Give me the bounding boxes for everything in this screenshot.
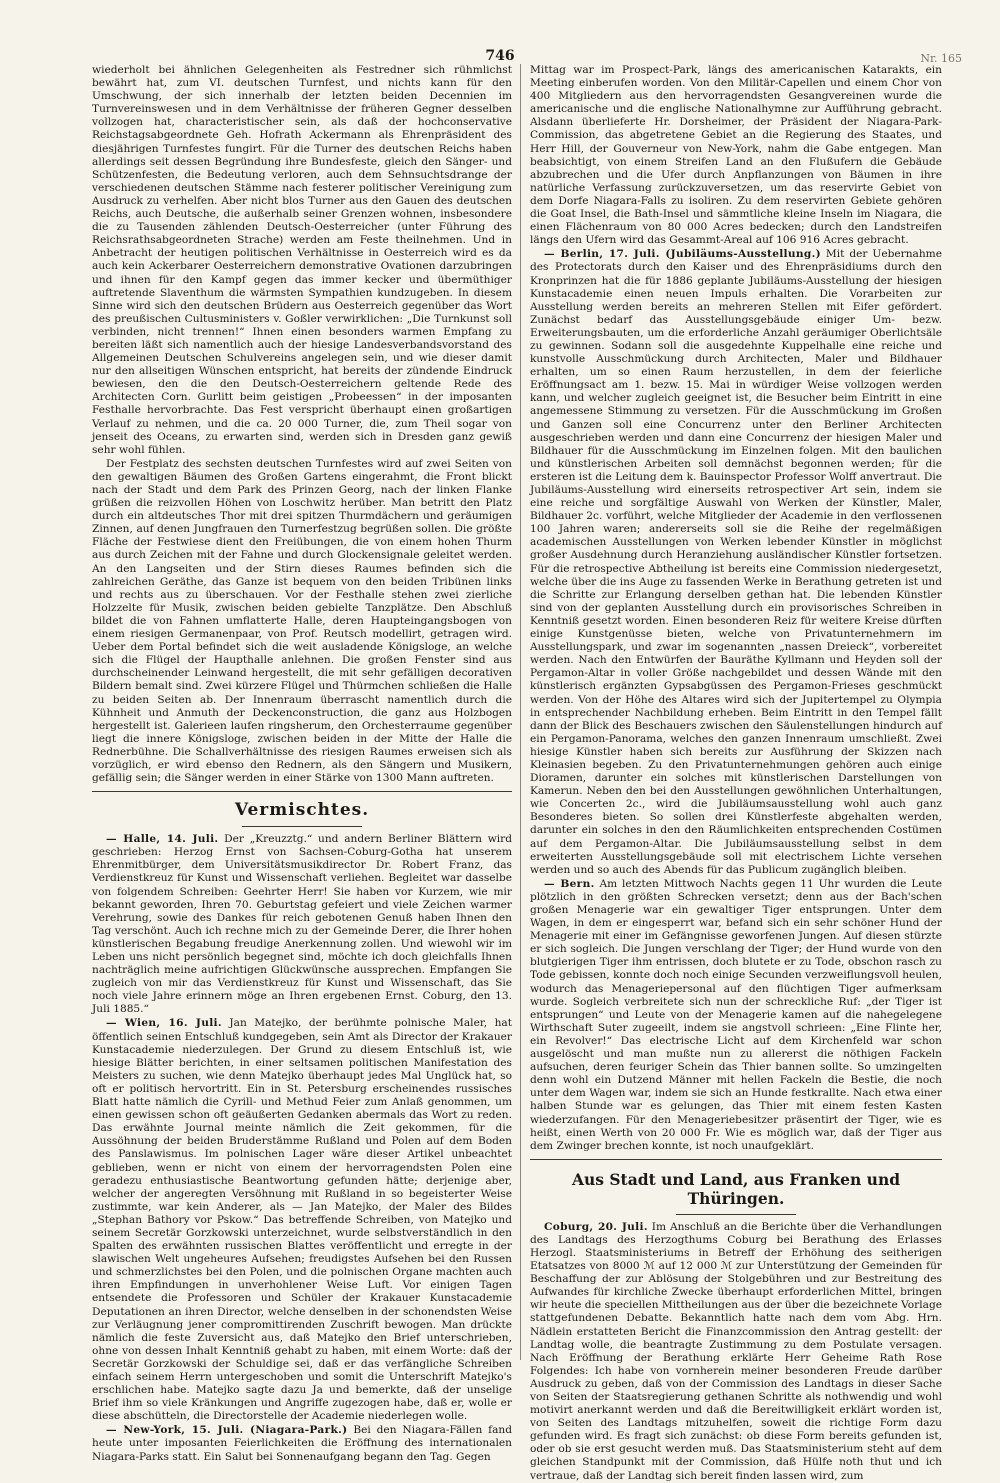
article-berlin-text: Mit der Uebernahme des Protectorats durch den Kaiser und des Ehrenpräsidiums durch den Kronprinzen hat die für 1886 geplante Jubiläums-Ausstellung der hiesigen Kunstacademie einen neuen Impuls erhalten. Die Vorarbeiten zur Ausstellung werden bereits an mehreren Stellen mit Eifer gefördert. Zunächst bedarf das Ausstellungsgebäude einiger Um- bezw. Erweiterungsbauten, um die erforderliche Anzahl geräumiger Oberlichtsäle zu gewinnen. Sodann soll die ausgedehnte Kuppelhalle eine reiche und kunstvolle Ausschmückung durch Architecten, Maler und Bildhauer erhalten, um so einen Raum herzustellen, in dem der feierliche Eröffnungsact am 1. bezw. 15. Mai in würdiger Weise vollzogen werden kann, und welcher zugleich geeignet ist, die Besucher beim Eintritt in eine angemessene Stimmung zu versetzen. Für die Ausschmückung im Großen und Ganzen soll eine Concurrenz unter den Berliner Architecten ausgeschrieben werden und dann eine Concurrenz der hiesigen Maler und Bildhauer für die Ausschmückung im Einzelnen folgen. Mit den baulichen und künstlerischen Arbeiten soll demnächst begonnen werden; für die ersteren ist die Leitung dem k. Bauinspector Professor Wolff anvertraut. Die Jubiläums-Ausstellung wird einerseits retrospectiver Art sein, indem sie eine reiche und sorgfältige Auswahl von Werken der Künstler, Maler, Bildhauer 2c. vorführt, welche Mitglieder der Academie in den verflossenen 100 Jahren waren; andererseits soll sie die Reihe der regelmäßigen academischen Ausstellungen von Werken lebender Künstler in möglichst großer Ausdehnung durch Heranziehung ausländischer Künstler fortsetzen. Für die retrospective Abtheilung ist bereits eine Commission niedergesetzt, welche über die ins Auge zu fassenden Werke in Berathung getreten ist und die Schritte zur Erlangung derselben gethan hat. Die lebenden Künstler sind von der geplanten Ausstellung durch ein provisorisches Schreiben in Kenntniß gesetzt worden. Einen besonderen Reiz für weitere Kreise dürften einige Kunstgenüsse bieten, welche von Privatunternehmern im Ausstellungspark, und zwar im sogenannten „nassen Dreieck“, vorbereitet werden. Nach den Entwürfen der Bauräthe Kyllmann und Heyden soll der Pergamon-Altar in voller Größe nachgebildet und dessen Wände mit den künstlerisch ergänzten Gypsabgüssen des Pergamon-Frieses geschmückt werden. Von der Höhe des Altares wird sich der Jupitertempel zu Olympia in entsprechender Nachbildung erheben. Beim Eintritt in den Tempel fällt dann der Blick des Beschauers zwischen den Säulenstellungen hindurch auf ein Pergamon-Panorama, welches den ganzen Innenraum umschließt. Zwei hiesige Künstler haben sich bereits zur Ausführung der Skizzen nach Kleinasien begeben. Zu den Privatunternehmungen gehören auch einige Dioramen, darunter ein solches mit künstlerischen Darstellungen von Kamerun. Neben den bei den Ausstellungen gewöhnlichen Unterhaltungen, wie Concerten 2c., wird die Jubiläumsausstellung wohl auch ganz Besonderes bieten. So sollen drei Künstlerfeste abgehalten werden, darunter ein solches in den den Räumlichkeiten entsprechenden Costümen auf dem Pergamon-Altar. Die Jubiläumsausstellung selbst in dem erweiterten Ausstellungsgebäude soll mit electrischem Lichte versehen werden und so auch des Abends für das Publicum zugänglich bleiben.	[530, 248, 942, 876]
article-coburg-text: Im Anschluß an die Berichte über die Verhandlungen des Landtags des Herzogthums Coburg bei Berathung des Erlasses Herzogl. Staatsministeriums in Betreff der Erhöhung des seitherigen Etatsatzes von 8000 ℳ auf 12 000 ℳ zur Unterstützung der Gemeinden für Beschaffung der zur Ablösung der Stolgebühren und zur Bestreitung des Aufwandes für kirchliche Zwecke überhaupt erforderlichen Mittel, bringen wir heute die speciellen Mittheilungen aus der über die bezeichnete Vorlage stattgefundenen Debatte. Bekanntlich hatte nach dem vom Abg. Hrn. Nädlein erstatteten Bericht die Finanzcommission den Antrag gestellt: der Landtag wolle, die beantragte Zustimmung zu dem Postulate versagen. Nach Eröffnung der Berathung erklärte Herr Geheime Rath Rose Folgendes: Ich habe von vornherein meiner besonderen Freude darüber Ausdruck zu geben, daß von der Commission des Landtags in dieser Sache von Seiten der Staatsregierung gethanen Schritte als nothwendig und wohl motivirt anerkannt werden und daß die Bereitwilligkeit erklärt worden ist, von Seiten des Landtags mitzuhelfen, soweit die richtige Form dazu gefunden wird. Es fragt sich zunächst: ob diese Form bereits gefunden ist, oder ob sie erst gesucht werden muß. Das Staatsministerium steht auf dem gleichen Standpunkt mit der Commission, daß Hülfe noth thut und ich vertraue, daß der Landtag sich bereit finden lassen wird, zum	[530, 1220, 942, 1482]
column-rule	[520, 64, 521, 1360]
dateline-bern: — Bern.	[544, 877, 595, 890]
article-berlin	[530, 248, 942, 877]
dateline-coburg: Coburg, 20. Juli.	[544, 1220, 648, 1233]
article-halle	[92, 833, 512, 1016]
article-bern-text: Am letzten Mittwoch Nachts gegen 11 Uhr wurden die Leute plötzlich in den größten Schrecken versetzt; denn aus der Bach'schen großen Menagerie war ein gewaltiger Tiger entsprungen. Unter dem Wagen, in dem er eingesperrt war, befand sich ein sehr schöner Hund der Menagerie mit einer im Gefängnisse geworfenen Jungen. Auf diesen stürzte er sich sogleich. Die Jungen verschlang der Tiger; der Hund wurde von den blutgierigen Tiger ihm entrissen, doch blutete er zu Tode, obschon rasch zu Tode gebissen, konnte doch noch einige Secunden verzweiflungsvoll heulen, wodurch das Menageriepersonal auf den flüchtigen Tiger aufmerksam wurde. Sogleich verbreitete sich nun der schreckliche Ruf: „der Tiger ist entsprungen“ und Leute von der Menagerie kamen auf die nahegelegene Wirthschaft Suter zugeeilt, indem sie angstvoll schrieen: „Eine Flinte her, ein Revolver!“ Das electrische Licht auf dem Kirchenfeld war schon ausgelöscht und man mußte nun zu allererst die nöthigen Fackeln aufsuchen, deren feuriger Schein das Thier bannen sollte. So umzingelten denn wohl ein Dutzend Männer mit hellen Fackeln die Bestie, die noch unter dem Wagen war, indem sie sich an Hunde festkrallte. Nach etwa einer halben Stunde war es gelungen, das Thier mit einem festen Kasten wiederzufangen. Für den Menageriebesitzer präsentirt der Tiger, wie es heißt, einen Werth von 20 000 Fr. Wie es möglich war, daß der Tiger aus dem Zwinger brechen konnte, ist noch unaufgeklärt.	[530, 877, 942, 1152]
section-title-vermischtes: Vermischtes.	[234, 800, 370, 821]
article-bern	[530, 878, 942, 1153]
dateline-berlin: — Berlin, 17. Juli. (Jubiläums-Ausstellung.)	[544, 248, 821, 261]
section-divider-right	[530, 1159, 942, 1160]
left-column	[92, 64, 513, 1463]
right-column	[530, 64, 942, 1482]
section-title-stadt-und-land: Aus Stadt und Land, aus Franken und Thüringen.	[571, 1169, 901, 1208]
turnfest-paragraph-1: wiederholt bei ähnlichen Gelegenheiten als Festredner sich rühmlichst bewährt hat, zum VI. deutschen Turnfest, und nichts kann für den Umschwung, der sich innerhalb der letzten beiden Decennien im Turnvereinswesen und in dem Verhältnisse der früheren Gegner desselben vollzogen hat, characteristischer sein, als daß der hochconservative Reichstagsabgeordnete Geh. Hofrath Ackermann als Ehrenpräsident des diesjährigen Turnfestes fungirt. Für die Turner des deutschen Reichs haben allerdings seit dessen Begründung ihre Bundesfeste, gleich den Sänger- und Schützenfesten, die Bedeutung verloren, auch dem Sehnsuchtsdrange der verschiedenen deutschen Stämme nach festerer politischer Vereinigung zum Ausdruck zu verhelfen. Aber nicht blos Turner aus den Gauen des deutschen Reichs, auch Deutsche, die außerhalb seiner Grenzen wohnen, insbesondere die zu Tausenden zählenden Deutsch-Oesterreicher (unter Führung des Reichsrathsabgeordneten Strache) werden am Feste theilnehmen. Und in Anbetracht der heutigen politischen Verhältnisse in Oesterreich wird es da auch kein Ackerbarer Oesterreichern demonstrative Ovationen darzubringen und ihnen für den Kampf gegen das immer kecker und übermüthiger auftretende Slaventhum die wärmsten Sympathien kundzugeben. In diesem Sinne wird sich den deutschen Brüdern aus Oesterreich gegenüber das Wort des preußischen Cultusministers v. Goßler verwirklichen: „Die Turnkunst soll verbinden, nicht trennen!“ Ihnen einen besonders warmen Empfang zu bereiten läßt sich namentlich auch der hiesige Landesverbandsvorstand des Allgemeinen Deutschen Schulvereins angelegen sein, und wie dieser damit nur den allseitigen Wünschen entspricht, hat bereits der zündende Eindruck bewiesen, den die den Deutsch-Oesterreichern geltende Rede des Architecten Corn. Gurlitt beim geistigen „Probeessen“ in der imposanten Festhalle hervorbrachte. Das Fest verspricht überhaupt einen großartigen Verlauf zu nehmen, und die ca. 20 000 Turner, die, zum Theil sogar von jenseit des Oceans, zu erwarten sind, werden sich in Dresden ganz gewiß sehr wohl fühlen.	[92, 64, 512, 456]
page-number: 746	[485, 48, 515, 64]
corner-mark: Nr. 165	[920, 52, 962, 65]
turnfest-paragraph-2: Der Festplatz des sechsten deutschen Turnfestes wird auf zwei Seiten von den gewaltigen Bäumen des Großen Gartens eingerahmt, die Front blickt nach der Stadt und dem Park des Prinzen Georg, nach der linken Flanke grüßen die reizvollen Höhen von Loschwitz herüber. Man betritt den Platz durch ein altdeutsches Thor mit drei spitzen Thurmdächern und geräumigen Zinnen, auf denen Jungfrauen den Turnerfestzug begrüßen sollen. Die größte Fläche der Festwiese dient den Freiübungen, die von einem hohen Thurm aus durch Zeichen mit der Fahne und durch Glockensignale geleitet werden. An den Langseiten und der Stirn dieses Raumes befinden sich die zahlreichen Geräthe, das Ganze ist bequem von den beiden Tribünen links und rechts aus zu überschauen. Vor der Festhalle stehen zwei zierliche Holzzelte für Musik, zwischen beiden gebielte Tanzplätze. Den Abschluß bildet die von Fahnen umflatterte Halle, deren Haupteingangsbogen von einem riesigen Germanenpaar, von Prof. Reutsch modellirt, getragen wird. Ueber dem Portal befindet sich die weit ausladende Königsloge, an welche sich die Flügel der Haupthalle anlehnen. Die großen Fenster sind aus durchscheinender Leinwand hergestellt, die mit sehr gefälligen decorativen Bildern bemalt sind. Zwei kürzere Flügel und Thürmchen schließen die Halle zu beiden Seiten ab. Der Innenraum überrascht namentlich durch die Kühnheit und Anmuth der Deckenconstruction, die ganz aus Holzbogen hergestellt ist. Galerieen laufen ringsherum, den Orchesterraume gegenüber liegt die innere Königsloge, zwischen beiden in der Mitte der Halle die Rednerbühne. Die Schallverhältnisse des riesigen Raumes erweisen sich als vorzüglich, er wird ebenso den Rednern, als den Sängern und Musikern, gefällig sein; die Sänger werden in einer Stärke von 1300 Mann auftreten.	[92, 457, 512, 785]
dateline-new-york: — New-York, 15. Juli. (Niagara-Park.)	[106, 1424, 348, 1437]
article-new-york-continued: Mittag war im Prospect-Park, längs des americanischen Katarakts, ein Meeting einberufen worden. Von den Militär-Capellen und einem Chor von 400 Mitgliedern aus den hervorragendsten Gesangvereinen wurde die americanische und die englische Nationalhymne zur Aufführung gebracht. Alsdann überlieferte Hr. Dorsheimer, der Präsident der Niagara-Park-Commission, das abgetretene Gebiet an die Regierung des Staates, und Herr Hill, der Gouverneur von New-York, nahm die Gabe entgegen. Man beabsichtigt, von einem Streifen Land an den Flußufern die Gebäude abzubrechen und die Ufer durch Anpflanzungen von Bäumen in ihre natürliche Verfassung zurückzuversetzen, um das reservirte Gebiet von dem Dorfe Niagara-Falls zu isoliren. Zu dem reservirten Gebiete gehören die Goat Insel, die Bath-Insel und sämmtliche kleine Inseln im Niagara, die einen Flächenraum von 80 000 Acres bedecken; durch den Landstreifen längs den Ufern wird das Gesammt-Areal auf 106 916 Acres gebracht.	[530, 64, 942, 247]
dateline-wien: — Wien, 16. Juli.	[106, 1017, 222, 1030]
dateline-halle: — Halle, 14. Juli.	[106, 833, 219, 846]
article-coburg	[530, 1221, 942, 1483]
article-wien	[92, 1017, 512, 1423]
section-rule	[242, 826, 362, 827]
article-wien-text: Jan Matejko, der berühmte polnische Maler, hat öffentlich seinen Entschluß kundgegeben, sein Amt als Director der Krakauer Kunstacademie niederzulegen. Der Grund zu diesem Entschluß ist, wie hiesige Blätter berichten, in einer seltsamen politischen Manifestation des Meisters zu suchen, wie denn Matejko überhaupt jedes Mal Unglück hat, so oft er politisch hervortritt. Ein in St. Petersburg erscheinendes russisches Blatt hatte nämlich die Cyrill- und Methud Feier zum Anlaß genommen, um einen gewissen schon oft geäußerten Gedanken abermals das Wort zu reden. Das erwähnte Journal meinte nämlich die Zeit gekommen, für die Aussöhnung der beiden Bruderstämme Rußland und Polen auf dem Boden des Panslawismus. Im polnischen Lager wäre dieser Artikel unbeachtet geblieben, wenn er nicht von einem der hervorragendsten Polen eine geradezu enthusiastische Beantwortung gefunden hätte; derjenige aber, welcher der angeregten Versöhnung mit Rußland in so begeisterter Weise zustimmte, war kein Anderer, als — Jan Matejko, der Maler des Bildes „Stephan Bathory vor Pskow.“ Das betreffende Schreiben, von Matejko und seinem Secretär Gorzkowski unterzeichnet, wurde selbstverständlich in den Spalten des erwähnten russischen Blattes veröffentlicht und erregte in der slawischen Welt ungeheures Aufsehen; freudigstes Aufsehen bei den Russen und schmerzlichstes bei den Polen, und die polnischen Organe machten auch ihren Empfindungen in unverhohlener Weise Luft. Vor einigen Tagen entsendete die Professoren und Schüler der Krakauer Kunstacademie Deputationen an ihren Director, welche denselben in der schonendsten Weise zur Verläugnung jener compromittirenden Zuschrift bewogen. Man drückte nämlich die feste Zuversicht aus, daß Matejko den Brief unterschrieben, ohne von dessen Inhalt Kenntniß gehabt zu haben, mit einem Worte: daß der Secretär Gorzkowski der Schuldige sei, daß er das verfängliche Schreiben einfach seinem Herrn untergeschoben und somit die Unterschrift Matejko's erschlichen habe. Matejko sagte dazu Ja und bemerkte, daß der unselige Brief ihm so viele Kränkungen und Angriffe zugezogen habe, daß er, wolle er diese abschütteln, die Directorstelle der Academie niederlegen wolle.	[92, 1017, 512, 1423]
section-divider	[92, 791, 512, 792]
section-rule-right	[676, 1214, 796, 1215]
article-halle-text: Der „Kreuzztg.“ und andern Berliner Blättern wird geschrieben: Herzog Ernst von Sachsen-Coburg-Gotha hat unserem Ehrenmitbürger, dem Universitätsmusikdirector Dr. Robert Franz, das Verdienstkreuz für Kunst und Wissenschaft verliehen. Begleitet war dasselbe von folgendem Schreiben: Geehrter Herr! Sie haben vor Kurzem, wie mir bekannt geworden, Ihren 70. Geburtstag gefeiert und viele Zeichen warmer Verehrung, sowie des Dankes für reich gebotenen Genuß haben Ihnen den Tag verschönt. Auch ich rechne mich zu der Gemeinde Derer, die Ihrer hohen künstlerischen Begabung freudige Anerkennung zollen. Und wiewohl wir im Leben uns nicht persönlich begegnet sind, möchte ich doch gleichfalls Ihnen nachträglich meine aufrichtigen Glückwünsche aussprechen. Empfangen Sie zugleich von mir das Verdienstkreuz für Kunst und Wissenschaft, das Sie noch viele Jahre erinnern möge an Ihren ergebenen Ernst. Coburg, den 13. Juli 1885.“	[92, 833, 513, 1016]
article-new-york-text: Bei den Niagara-Fällen fand heute unter imposanten Feierlichkeiten die Eröffnung des internationalen Niagara-Parks statt. Ein Salut bei Sonnenaufgang begann den Tag. Gegen	[92, 1424, 512, 1463]
article-new-york	[92, 1424, 512, 1463]
